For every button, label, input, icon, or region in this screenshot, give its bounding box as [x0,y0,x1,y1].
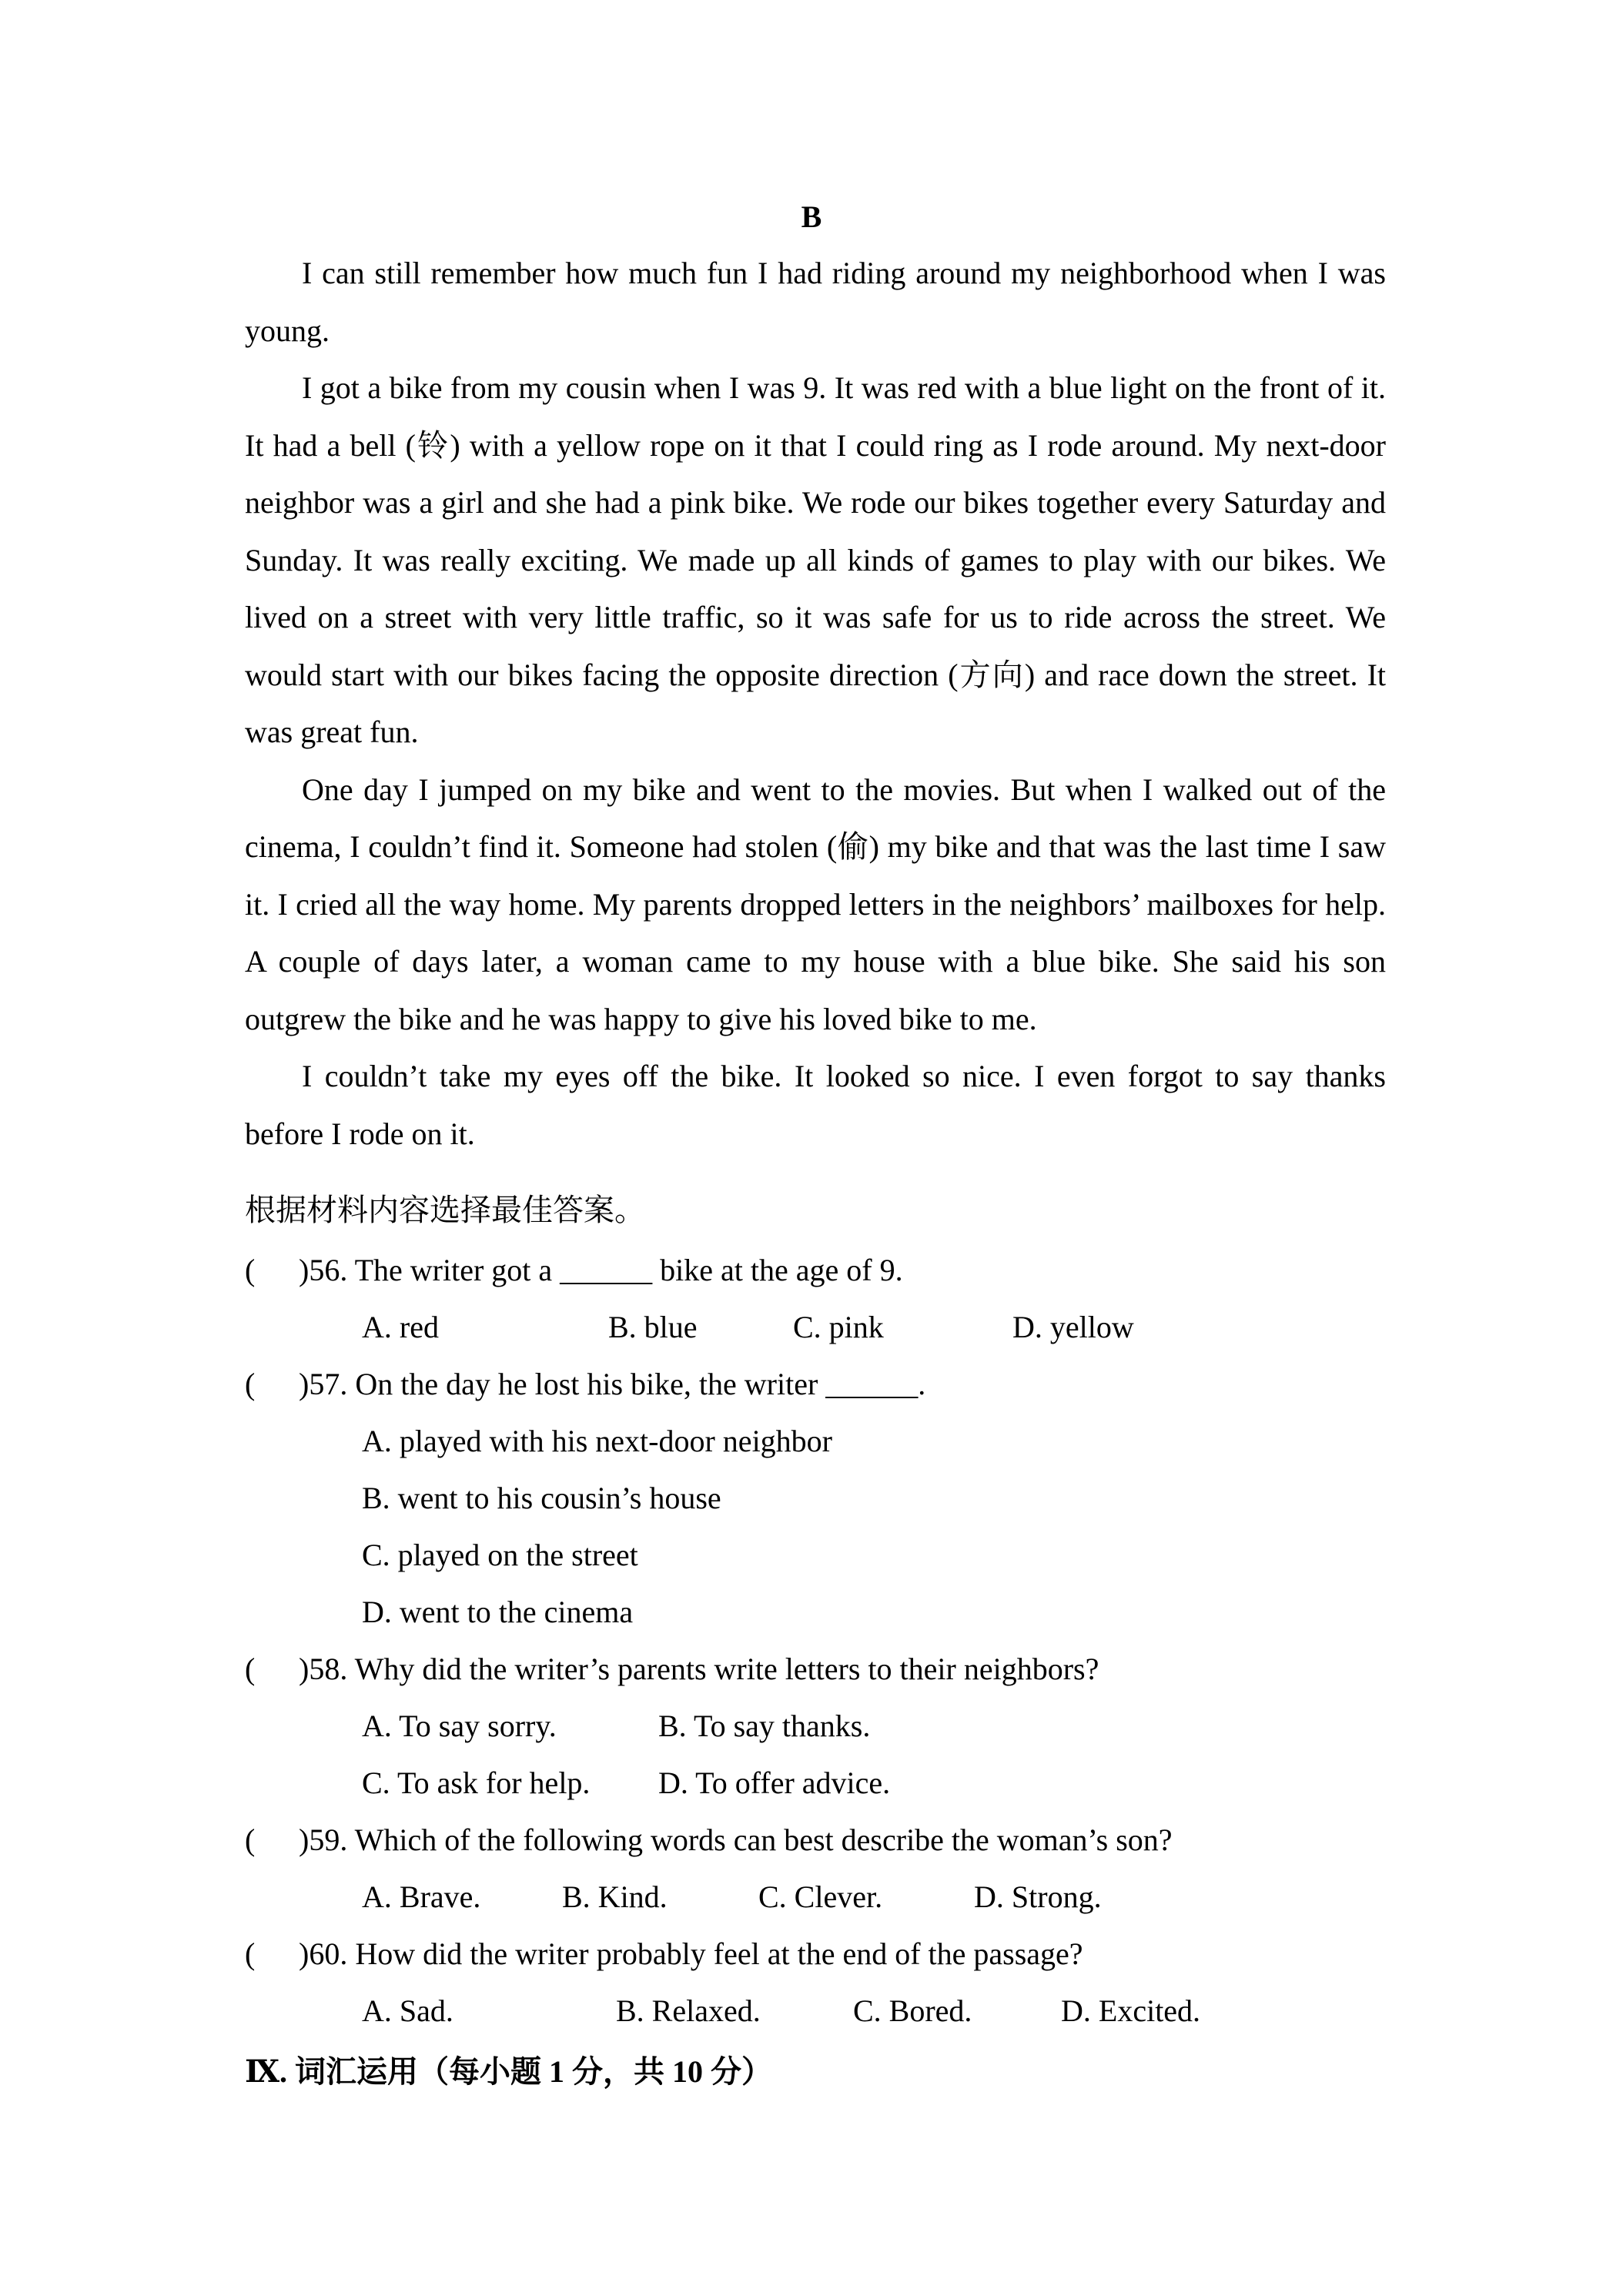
option-d: D. Excited. [1061,1993,1201,2028]
question-58 [245,1646,1099,1692]
question-57 [245,1361,925,1407]
answer-blank[interactable]: ( [245,1822,256,1857]
option-a: A. Brave. [362,1879,481,1914]
option-c: C. pink [793,1310,884,1344]
answer-blank[interactable]: ( [245,1936,256,1971]
answer-blank[interactable]: ( [245,1367,256,1401]
option-c: C. played on the street [362,1538,638,1572]
section-title: B [801,199,822,234]
option-b: B. Kind. [562,1879,668,1914]
option-b: B. Relaxed. [616,1993,761,2028]
question-56 [245,1247,903,1294]
option-a: A. Sad. [362,1993,453,2028]
option-a: A. To say sorry. [362,1709,557,1743]
passage-paragraph: I can still remember how much fun I had riding around my neighborhood when I was young. [245,256,1386,348]
option-d: D. yellow [1012,1310,1134,1344]
option-b: B. blue [608,1310,698,1344]
question-stem: )57. On the day he lost his bike, the writer ______. [299,1367,926,1401]
question-59 [245,1817,1173,1863]
question-stem: )56. The writer got a ______ bike at the age of 9. [299,1253,903,1287]
option-c: C. Clever. [758,1879,883,1914]
question-60 [245,1931,1083,1977]
reading-passage [245,245,1386,1163]
passage-paragraph: I couldn’t take my eyes off the bike. It looked so nice. I even forgot to say thanks before I rode on it. [245,1059,1386,1151]
question-stem: )59. Which of the following words can best describe the woman’s son? [299,1822,1173,1857]
part-heading: Ⅸ. 词汇运用（每小题 1 分，共 10 分） [245,2054,773,2089]
option-d: D. Strong. [974,1879,1102,1914]
option-a: A. red [362,1310,439,1344]
passage-paragraph: I got a bike from my cousin when I was 9. It was red with a blue light on the front of it. It had a bell (铃) with a yellow rope on it that I could ring as I rode around. My next-door neighbor was a girl and she had a pink bike. We rode our bikes together every Saturday and Sunday. It was really exciting. We made up all kinds of games to play with our bikes. We lived on a street with very little traffic, so it was safe for us to ride across the street. We would start with our bikes facing the opposite direction (方向) and race down the street. It was great fun. [245,370,1386,749]
answer-blank[interactable]: ( [245,1253,256,1287]
option-c: C. To ask for help. [362,1766,591,1800]
question-stem: )58. Why did the writer’s parents write letters to their neighbors? [299,1652,1099,1686]
option-c: C. Bored. [853,1993,972,2028]
option-b: B. went to his cousin’s house [362,1481,721,1515]
option-a: A. played with his next-door neighbor [362,1424,832,1458]
question-instruction: 根据材料内容选择最佳答案。 [245,1193,645,1227]
question-stem: )60. How did the writer probably feel at the end of the passage? [299,1936,1083,1971]
option-d: D. To offer advice. [658,1766,891,1800]
option-b: B. To say thanks. [658,1709,871,1743]
passage-paragraph: One day I jumped on my bike and went to the movies. But when I walked out of the cinema, I couldn’t find it. Someone had stolen (偷) my bike and that was the last time I saw it. I cried all the way home. My parents dropped letters in the neighbors’ mailboxes for help. A couple of days later, a woman came to my house with a blue bike. She said his son outgrew the bike and he was happy to give his loved bike to me. [245,771,1386,1036]
option-d: D. went to the cinema [362,1595,634,1629]
answer-blank[interactable]: ( [245,1652,256,1686]
